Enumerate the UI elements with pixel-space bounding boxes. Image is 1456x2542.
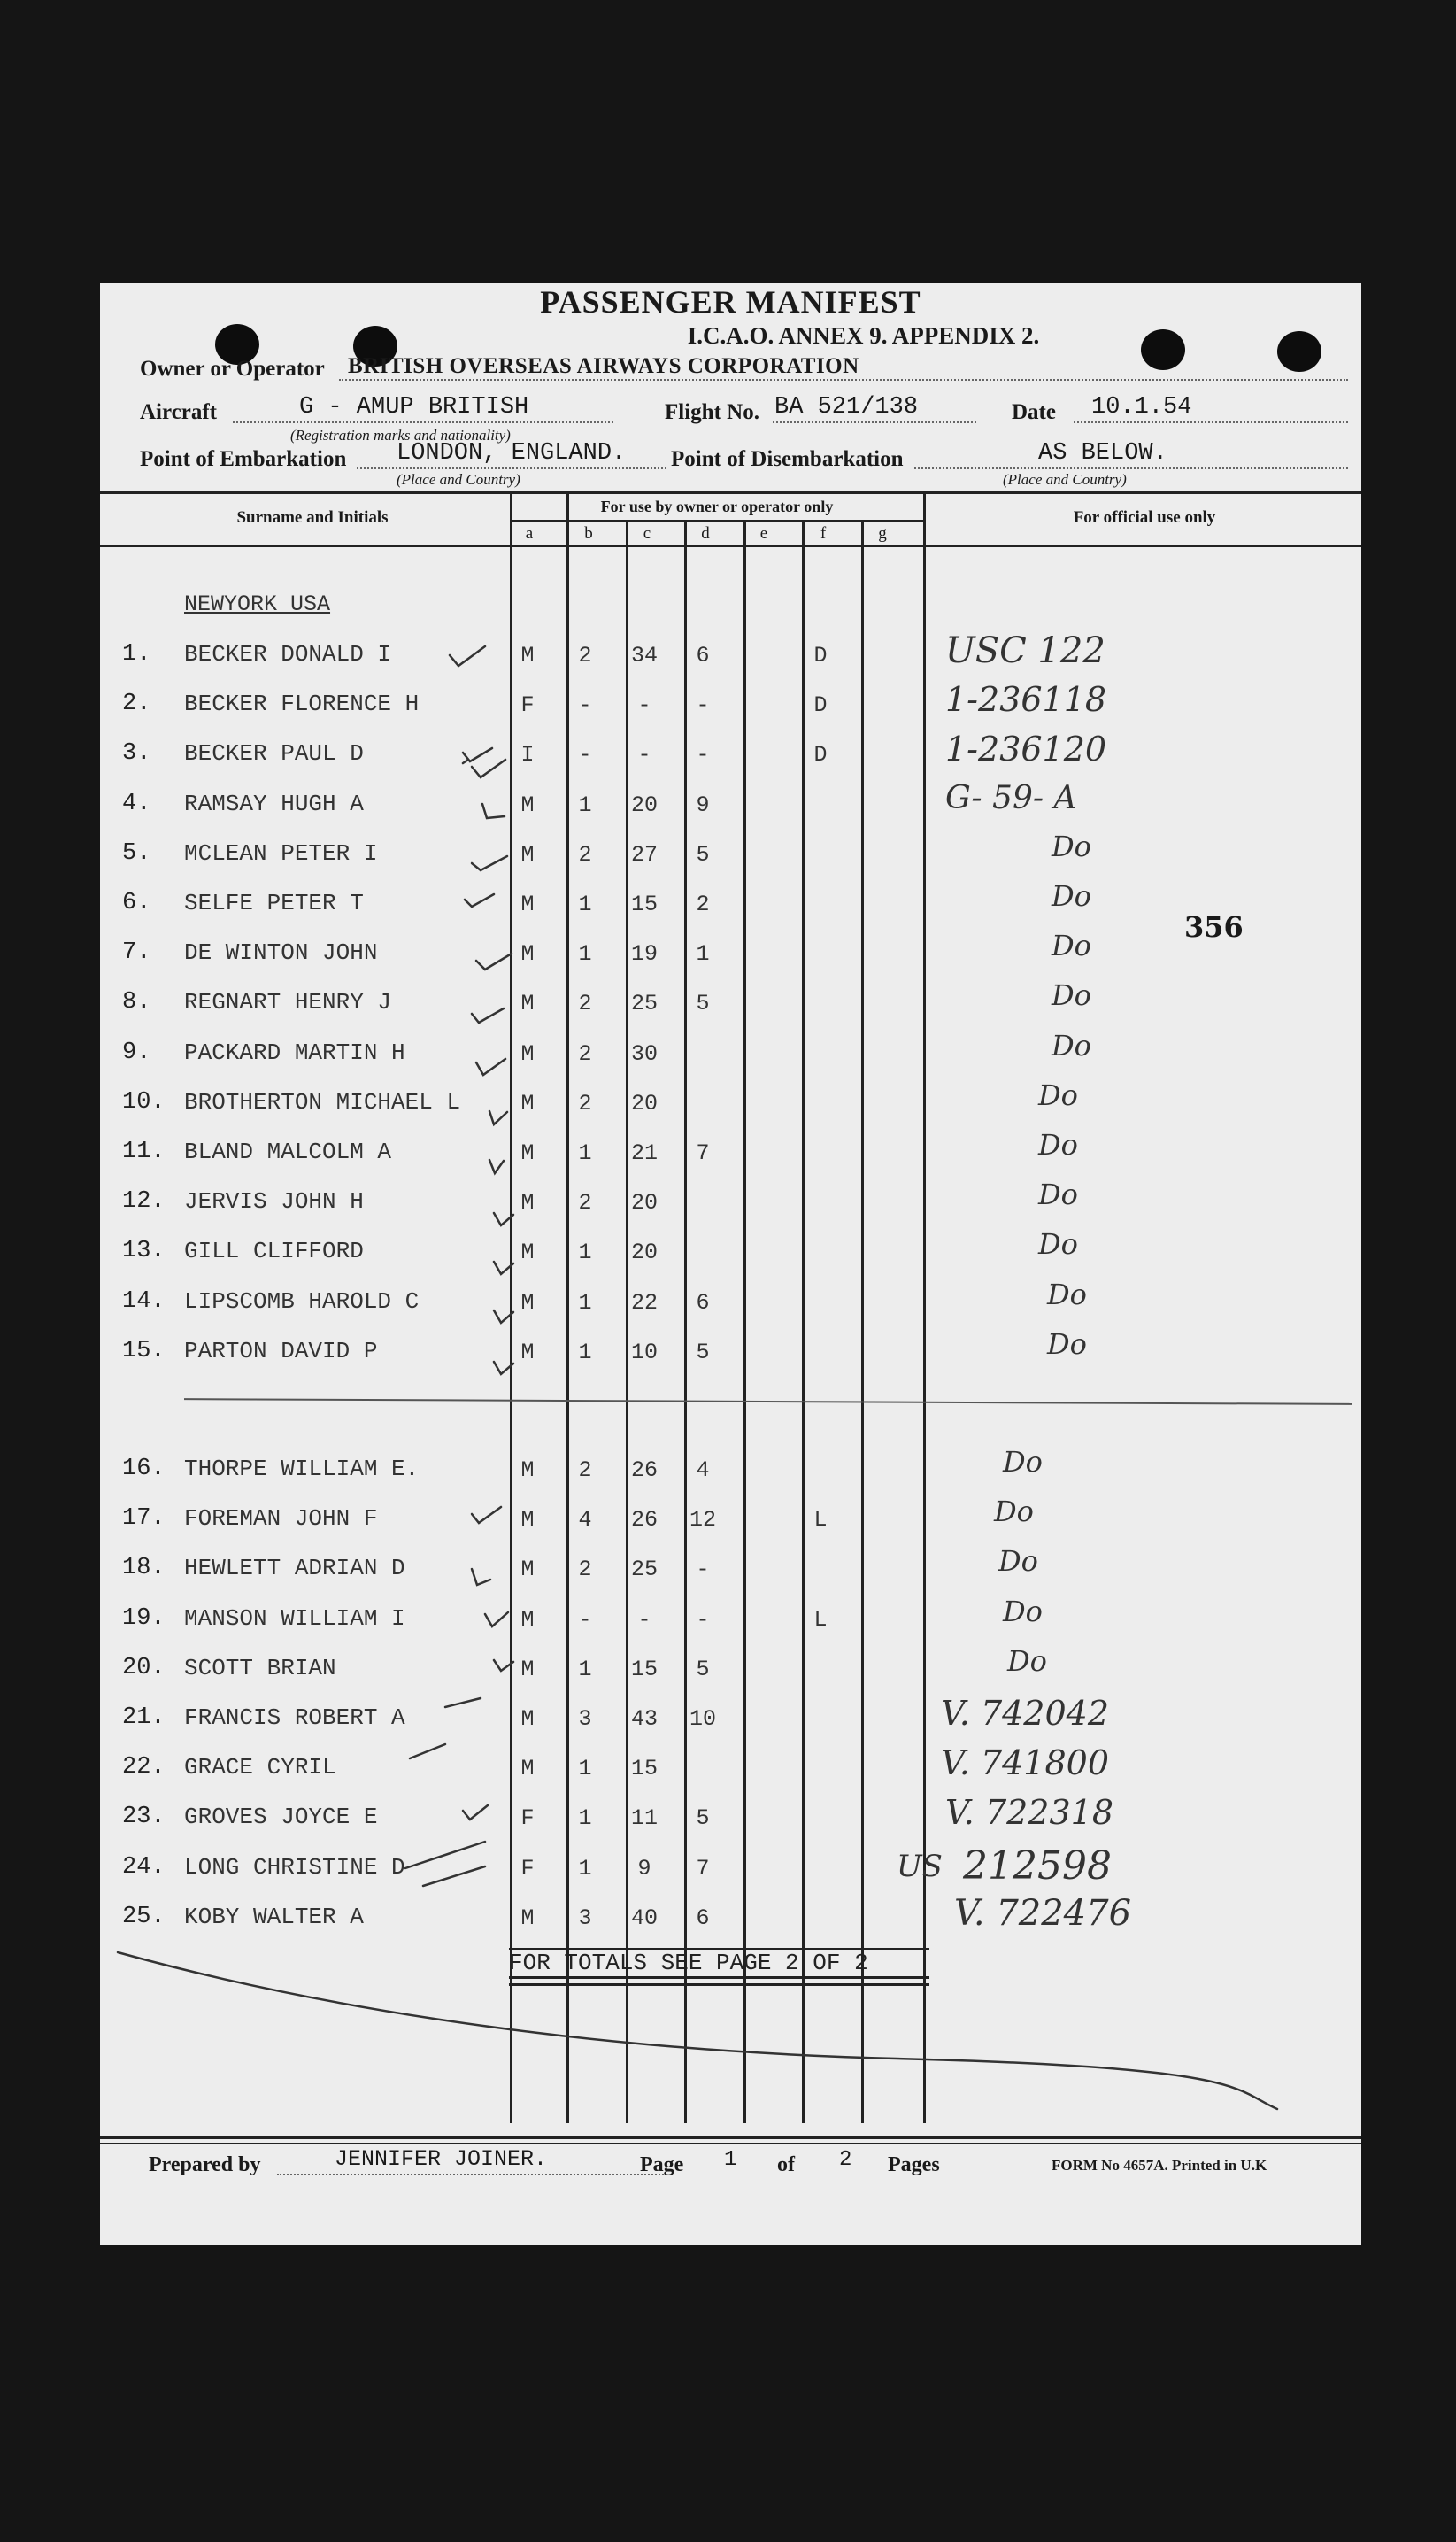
passenger-name: LIPSCOMB HAROLD C xyxy=(184,1287,420,1315)
row-number: 21. xyxy=(122,1704,166,1731)
prepared-by-label: Prepared by xyxy=(149,2153,261,2176)
passenger-name: LONG CHRISTINE D xyxy=(184,1853,405,1881)
official-note: Do xyxy=(1052,1028,1091,1062)
cell-d: 1 xyxy=(696,941,710,968)
col-letter-d: d xyxy=(701,524,710,543)
cell-c: 20 xyxy=(630,1090,658,1116)
disembarkation-label: Point of Disembarkation xyxy=(671,447,904,471)
cell-c: 26 xyxy=(630,1457,658,1483)
official-note: Do xyxy=(1003,1445,1043,1479)
passenger-name: BECKER PAUL D xyxy=(184,740,364,768)
cell-a: M xyxy=(520,792,535,818)
official-note: Do xyxy=(1038,1128,1078,1162)
passenger-name: SELFE PETER T xyxy=(184,890,364,916)
official-note: Do xyxy=(1052,829,1091,863)
cell-c: 43 xyxy=(630,1706,658,1732)
official-note: V. 741800 xyxy=(941,1743,1110,1783)
official-note: G- 59- A xyxy=(945,779,1077,816)
cell-d: 5 xyxy=(696,1805,710,1832)
official-note: Do xyxy=(1052,929,1091,963)
cell-d: 10 xyxy=(689,1706,716,1732)
cell-b: 1 xyxy=(578,1805,592,1832)
cell-a: M xyxy=(520,1040,535,1067)
row-number: 12. xyxy=(122,1188,166,1216)
pages-label: Pages xyxy=(888,2153,940,2176)
document-title: PASSENGER MANIFEST xyxy=(540,284,921,320)
cell-d: - xyxy=(696,1557,710,1583)
row-number: 16. xyxy=(122,1456,166,1482)
cell-b: 1 xyxy=(578,892,592,917)
official-note: Do xyxy=(1003,1594,1043,1628)
cell-a: I xyxy=(520,742,535,769)
passenger-name: RAMSAY HUGH A xyxy=(184,790,364,817)
flight-label: Flight No. xyxy=(665,400,759,424)
passenger-name: BECKER FLORENCE H xyxy=(184,691,420,718)
passenger-name: PARTON DAVID P xyxy=(184,1337,378,1364)
cell-d: 7 xyxy=(696,1855,710,1881)
cell-b: 1 xyxy=(578,941,592,968)
cell-a: M xyxy=(520,1240,535,1266)
row-number: 15. xyxy=(122,1337,166,1364)
cell-a: M xyxy=(520,1656,535,1682)
official-note: Do xyxy=(1038,1178,1078,1212)
pen-marks xyxy=(100,283,1361,2245)
cell-b: 2 xyxy=(578,1040,592,1067)
passenger-name: BROTHERTON MICHAEL L xyxy=(184,1088,461,1116)
col-letter-a: a xyxy=(525,524,534,543)
cell-b: 2 xyxy=(578,1090,592,1116)
prepared-by-value: JENNIFER JOINER. xyxy=(335,2146,548,2172)
disembarkation-value: AS BELOW. xyxy=(1038,440,1167,467)
section-heading: NEWYORK USA xyxy=(184,591,331,617)
cell-b: 3 xyxy=(578,1905,592,1931)
row-number: 1. xyxy=(122,641,151,668)
passenger-name: FOREMAN JOHN F xyxy=(184,1505,378,1533)
passenger-name: SCOTT BRIAN xyxy=(184,1654,336,1681)
cell-f: L xyxy=(813,1606,828,1633)
cell-c: 27 xyxy=(630,841,658,868)
cell-a: M xyxy=(520,1756,535,1782)
cell-c: 15 xyxy=(630,892,658,917)
date-value: 10.1.54 xyxy=(1091,394,1192,421)
cell-c: 20 xyxy=(630,1240,658,1266)
cell-b: 1 xyxy=(578,1756,592,1782)
cell-b: 1 xyxy=(578,792,592,818)
aircraft-note: (Registration marks and nationality) xyxy=(290,427,511,444)
cell-d: 6 xyxy=(696,643,710,668)
row-number: 17. xyxy=(122,1505,166,1533)
col-official-header: For official use only xyxy=(1073,508,1216,527)
official-note: USC 122 xyxy=(945,630,1105,671)
cell-b: 2 xyxy=(578,1190,592,1217)
cell-d: 4 xyxy=(696,1457,710,1483)
cell-a: M xyxy=(520,991,535,1017)
passenger-name: FRANCIS ROBERT A xyxy=(184,1704,405,1731)
document-subtitle: I.C.A.O. ANNEX 9. APPENDIX 2. xyxy=(687,322,1040,349)
official-note: Do xyxy=(1038,1227,1078,1262)
passenger-name: GILL CLIFFORD xyxy=(184,1238,364,1265)
official-note: 1-236120 xyxy=(945,730,1107,769)
official-note: Do xyxy=(1052,978,1091,1013)
col-name-header: Surname and Initials xyxy=(236,508,389,527)
cell-a: M xyxy=(520,1339,535,1365)
passenger-name: GROVES JOYCE E xyxy=(184,1804,378,1831)
cell-f: D xyxy=(813,742,828,769)
cell-b: 1 xyxy=(578,1140,592,1166)
manifest-paper xyxy=(100,283,1361,2245)
cell-c: 15 xyxy=(630,1756,658,1782)
cell-b: - xyxy=(578,742,592,769)
embarkation-note: (Place and Country) xyxy=(397,471,520,488)
cell-f: L xyxy=(813,1507,828,1534)
embarkation-value: LONDON, ENGLAND. xyxy=(397,440,627,467)
official-note: Do xyxy=(1052,879,1091,913)
cell-c: 9 xyxy=(637,1855,651,1881)
page-stamp-number: 356 xyxy=(1184,910,1244,944)
row-number: 23. xyxy=(122,1804,166,1831)
of-label: of xyxy=(777,2153,795,2176)
cell-c: 21 xyxy=(630,1140,658,1166)
passenger-name: THORPE WILLIAM E. xyxy=(184,1456,420,1482)
cell-f: D xyxy=(813,692,828,719)
cell-a: F xyxy=(520,1805,535,1832)
row-number: 22. xyxy=(122,1754,166,1781)
cell-c: 11 xyxy=(630,1805,658,1832)
cell-c: - xyxy=(637,692,651,719)
passenger-name: JERVIS JOHN H xyxy=(184,1188,364,1216)
cell-d: - xyxy=(696,1606,710,1633)
cell-c: 26 xyxy=(630,1507,658,1534)
cell-a: F xyxy=(520,1855,535,1881)
cell-b: 2 xyxy=(578,991,592,1017)
row-number: 3. xyxy=(122,740,151,768)
passenger-name: BECKER DONALD I xyxy=(184,641,392,668)
cell-b: 1 xyxy=(578,1240,592,1266)
cell-b: - xyxy=(578,1606,592,1633)
cell-a: M xyxy=(520,892,535,917)
cell-c: 25 xyxy=(630,1557,658,1583)
cell-a: M xyxy=(520,1557,535,1583)
passenger-name: MANSON WILLIAM I xyxy=(184,1604,405,1632)
row-number: 18. xyxy=(122,1555,166,1582)
cell-d: - xyxy=(696,742,710,769)
cell-b: 1 xyxy=(578,1339,592,1365)
passenger-name: GRACE CYRIL xyxy=(184,1754,336,1781)
row-number: 11. xyxy=(122,1139,166,1165)
row-number: 9. xyxy=(122,1039,151,1066)
cell-a: M xyxy=(520,1706,535,1732)
cell-c: 15 xyxy=(630,1656,658,1682)
flight-value: BA 521/138 xyxy=(774,394,919,421)
date-label: Date xyxy=(1012,400,1056,424)
cell-c: - xyxy=(637,1606,651,1633)
cell-a: M xyxy=(520,1289,535,1316)
col-letter-c: c xyxy=(643,524,651,543)
row-number: 25. xyxy=(122,1903,166,1930)
cell-c: 20 xyxy=(630,792,658,818)
owner-value: BRITISH OVERSEAS AIRWAYS CORPORATION xyxy=(348,354,859,378)
row-number: 5. xyxy=(122,839,151,867)
aircraft-label: Aircraft xyxy=(140,400,217,424)
cell-d: 12 xyxy=(689,1507,716,1534)
cell-a: M xyxy=(520,1457,535,1483)
cell-c: 10 xyxy=(630,1339,658,1365)
cell-d: 5 xyxy=(696,991,710,1017)
official-note: Do xyxy=(998,1544,1038,1579)
cell-b: 2 xyxy=(578,643,592,668)
official-note-g: US xyxy=(897,1848,943,1884)
col-letter-e: e xyxy=(759,524,768,543)
row-number: 2. xyxy=(122,691,151,718)
official-note: Do xyxy=(1038,1078,1078,1112)
cell-a: M xyxy=(520,1507,535,1534)
cell-f: D xyxy=(813,643,828,668)
row-number: 14. xyxy=(122,1287,166,1315)
official-note: Do xyxy=(994,1495,1034,1529)
row-number: 20. xyxy=(122,1654,166,1681)
cell-b: 2 xyxy=(578,1557,592,1583)
totals-note: FOR TOTALS SEE PAGE 2 OF 2 xyxy=(509,1950,868,1976)
cell-b: 2 xyxy=(578,841,592,868)
cell-d: 5 xyxy=(696,841,710,868)
cell-c: 30 xyxy=(630,1040,658,1067)
cell-c: 20 xyxy=(630,1190,658,1217)
row-number: 8. xyxy=(122,989,151,1016)
prepared-dotted-line xyxy=(277,2174,666,2175)
page-label: Page xyxy=(640,2153,684,2176)
row-number: 10. xyxy=(122,1088,166,1116)
row-number: 24. xyxy=(122,1853,166,1881)
row-number: 7. xyxy=(122,939,151,967)
row-number: 4. xyxy=(122,790,151,817)
col-letter-b: b xyxy=(584,524,593,543)
cell-a: M xyxy=(520,643,535,668)
cell-a: M xyxy=(520,1606,535,1633)
aircraft-value: G - AMUP BRITISH xyxy=(299,394,529,421)
cell-a: M xyxy=(520,1190,535,1217)
cell-d: 2 xyxy=(696,892,710,917)
cell-a: M xyxy=(520,1140,535,1166)
col-owner-header: For use by owner or operator only xyxy=(600,498,834,515)
official-note: 212598 xyxy=(963,1843,1112,1889)
cell-a: M xyxy=(520,841,535,868)
official-note: Do xyxy=(1047,1326,1087,1361)
cell-d: 5 xyxy=(696,1656,710,1682)
official-note: V. 722476 xyxy=(954,1892,1132,1934)
cell-b: - xyxy=(578,692,592,719)
official-note: Do xyxy=(1047,1277,1087,1311)
cell-a: M xyxy=(520,1905,535,1931)
page-value: 1 xyxy=(724,2148,737,2172)
cell-d: 5 xyxy=(696,1339,710,1365)
cell-c: 25 xyxy=(630,991,658,1017)
cell-c: 40 xyxy=(630,1905,658,1931)
passenger-name: DE WINTON JOHN xyxy=(184,939,378,967)
official-note: V. 722318 xyxy=(945,1793,1114,1833)
official-note: 1-236118 xyxy=(945,680,1107,720)
row-number: 13. xyxy=(122,1238,166,1265)
official-note: Do xyxy=(1007,1643,1047,1678)
passenger-name: PACKARD MARTIN H xyxy=(184,1039,405,1066)
passenger-name: MCLEAN PETER I xyxy=(184,839,378,867)
cell-d: 6 xyxy=(696,1289,710,1316)
cell-b: 1 xyxy=(578,1289,592,1316)
cell-c: - xyxy=(637,742,651,769)
cell-c: 34 xyxy=(630,643,658,668)
col-letter-g: g xyxy=(878,524,887,543)
cell-b: 2 xyxy=(578,1457,592,1483)
cell-c: 22 xyxy=(630,1289,658,1316)
row-number: 19. xyxy=(122,1604,166,1632)
passenger-name: REGNART HENRY J xyxy=(184,989,392,1016)
passenger-name: BLAND MALCOLM A xyxy=(184,1139,392,1165)
cell-a: F xyxy=(520,692,535,719)
passenger-name: KOBY WALTER A xyxy=(184,1903,364,1930)
cell-b: 1 xyxy=(578,1855,592,1881)
cell-b: 1 xyxy=(578,1656,592,1682)
cell-d: 9 xyxy=(696,792,710,818)
cell-c: 19 xyxy=(630,941,658,968)
embarkation-label: Point of Embarkation xyxy=(140,447,347,471)
pages-value: 2 xyxy=(839,2148,852,2172)
passenger-name: HEWLETT ADRIAN D xyxy=(184,1555,405,1582)
owner-label: Owner or Operator xyxy=(140,357,325,381)
cell-a: M xyxy=(520,1090,535,1116)
cell-b: 4 xyxy=(578,1507,592,1534)
col-letter-f: f xyxy=(820,524,827,543)
row-number: 6. xyxy=(122,890,151,916)
disembarkation-note: (Place and Country) xyxy=(1003,471,1127,488)
official-note: V. 742042 xyxy=(941,1694,1110,1733)
cell-b: 3 xyxy=(578,1706,592,1732)
form-number: FORM No 4657A. Printed in U.K xyxy=(1052,2157,1267,2174)
cell-a: M xyxy=(520,941,535,968)
cell-d: 7 xyxy=(696,1140,710,1166)
cell-d: 6 xyxy=(696,1905,710,1931)
cell-d: - xyxy=(696,692,710,719)
